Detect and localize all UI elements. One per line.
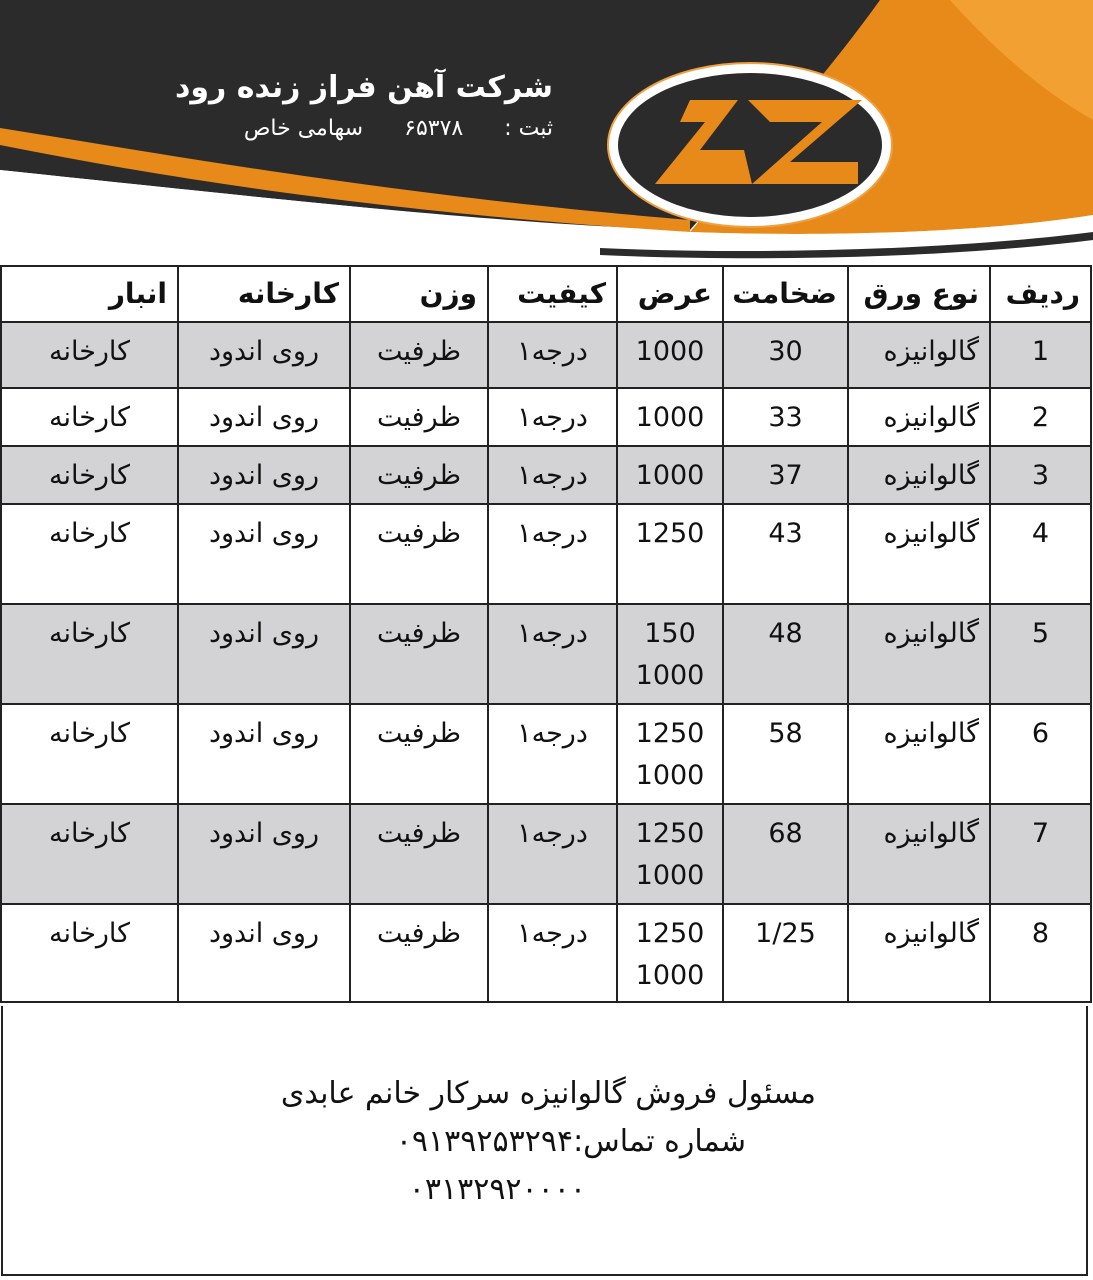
cell-warehouse: کارخانه	[1, 446, 178, 504]
cell-sheet-type: گالوانیزه	[848, 704, 990, 804]
cell-weight: ظرفیت	[350, 388, 488, 446]
cell-factory: روی اندود	[178, 704, 350, 804]
cell-index: 7	[990, 804, 1091, 904]
table-row	[1, 704, 1091, 804]
cell-thickness: 33	[723, 388, 848, 446]
cell-thickness: 37	[723, 446, 848, 504]
cell-warehouse: کارخانه	[1, 904, 178, 1002]
table-row	[1, 904, 1091, 1002]
header-warehouse: انبار	[1, 266, 178, 322]
cell-sheet-type: گالوانیزه	[848, 388, 990, 446]
cell-quality: درجه۱	[488, 804, 617, 904]
cell-index: 3	[990, 446, 1091, 504]
registration-label: ثبت :	[504, 116, 553, 141]
contact-mobile: شماره تماس:۰۹۱۳۹۲۵۳۲۹۴	[395, 1124, 746, 1159]
header-thickness: ضخامت	[723, 266, 848, 322]
width-value: 1000	[635, 402, 705, 433]
company-type: سهامی خاص	[243, 116, 364, 141]
cell-factory: روی اندود	[178, 446, 350, 504]
cell-warehouse: کارخانه	[1, 804, 178, 904]
cell-weight: ظرفیت	[350, 704, 488, 804]
cell-sheet-type: گالوانیزه	[848, 446, 990, 504]
cell-index: 6	[990, 704, 1091, 804]
table-header-row	[1, 266, 1091, 322]
table-row	[1, 804, 1091, 904]
cell-warehouse: کارخانه	[1, 704, 178, 804]
cell-factory: روی اندود	[178, 388, 350, 446]
header-weight: وزن	[350, 266, 488, 322]
cell-factory: روی اندود	[178, 804, 350, 904]
letterhead-banner	[0, 0, 1093, 265]
header-sheet-type: نوع ورق	[848, 266, 990, 322]
cell-thickness: 1/25	[723, 904, 848, 1002]
cell-quality: درجه۱	[488, 604, 617, 704]
cell-quality: درجه۱	[488, 504, 617, 604]
company-registration	[210, 116, 553, 141]
cell-warehouse: کارخانه	[1, 504, 178, 604]
cell-warehouse: کارخانه	[1, 604, 178, 704]
width-value: 1250	[635, 918, 705, 949]
cell-width	[617, 504, 723, 604]
registration-number: ۶۵۳۷۸	[404, 116, 464, 141]
width-value: 1250	[635, 518, 705, 549]
cell-index: 2	[990, 388, 1091, 446]
width-value: 1250	[635, 718, 705, 749]
cell-quality: درجه۱	[488, 446, 617, 504]
cell-quality: درجه۱	[488, 388, 617, 446]
sales-contact-name: مسئول فروش گالوانیزه سرکار خانم عابدی	[280, 1076, 816, 1111]
price-table	[0, 265, 1092, 1003]
cell-weight: ظرفیت	[350, 804, 488, 904]
cell-quality: درجه۱	[488, 322, 617, 388]
cell-warehouse: کارخانه	[1, 388, 178, 446]
cell-weight: ظرفیت	[350, 904, 488, 1002]
cell-thickness: 58	[723, 704, 848, 804]
table-row	[1, 388, 1091, 446]
cell-factory: روی اندود	[178, 504, 350, 604]
cell-index: 1	[990, 322, 1091, 388]
table-row	[1, 504, 1091, 604]
cell-index: 4	[990, 504, 1091, 604]
cell-factory: روی اندود	[178, 604, 350, 704]
cell-sheet-type: گالوانیزه	[848, 604, 990, 704]
cell-quality: درجه۱	[488, 904, 617, 1002]
width-value: 1000	[635, 960, 705, 991]
table-row	[1, 604, 1091, 704]
table-row	[1, 322, 1091, 388]
header-quality: کیفیت	[488, 266, 617, 322]
contact-footer	[1, 1006, 1088, 1276]
cell-index: 5	[990, 604, 1091, 704]
cell-weight: ظرفیت	[350, 604, 488, 704]
width-value: 1000	[635, 336, 705, 367]
cell-quality: درجه۱	[488, 704, 617, 804]
company-name: شرکت آهن فراز زنده رود	[175, 70, 553, 105]
cell-sheet-type: گالوانیزه	[848, 804, 990, 904]
header-factory: کارخانه	[178, 266, 350, 322]
width-value: 1000	[635, 660, 705, 691]
cell-width	[617, 322, 723, 388]
cell-sheet-type: گالوانیزه	[848, 904, 990, 1002]
width-value: 1250	[635, 818, 705, 849]
cell-width	[617, 446, 723, 504]
header-index: ردیف	[990, 266, 1091, 322]
cell-width	[617, 904, 723, 1002]
table-row	[1, 446, 1091, 504]
cell-width	[617, 388, 723, 446]
cell-factory: روی اندود	[178, 322, 350, 388]
cell-thickness: 30	[723, 322, 848, 388]
cell-weight: ظرفیت	[350, 322, 488, 388]
cell-weight: ظرفیت	[350, 446, 488, 504]
cell-width	[617, 804, 723, 904]
width-value: 1000	[635, 860, 705, 891]
cell-factory: روی اندود	[178, 904, 350, 1002]
cell-weight: ظرفیت	[350, 504, 488, 604]
cell-warehouse: کارخانه	[1, 322, 178, 388]
cell-thickness: 43	[723, 504, 848, 604]
cell-thickness: 48	[723, 604, 848, 704]
width-value: 150	[644, 618, 696, 649]
table-body	[1, 322, 1091, 1002]
cell-sheet-type: گالوانیزه	[848, 504, 990, 604]
width-value: 1000	[635, 460, 705, 491]
width-value: 1000	[635, 760, 705, 791]
cell-thickness: 68	[723, 804, 848, 904]
cell-sheet-type: گالوانیزه	[848, 322, 990, 388]
cell-index: 8	[990, 904, 1091, 1002]
cell-width	[617, 704, 723, 804]
header-width: عرض	[617, 266, 723, 322]
cell-width	[617, 604, 723, 704]
contact-landline: ۰۳۱۳۲۹۲۰۰۰۰	[408, 1172, 586, 1207]
